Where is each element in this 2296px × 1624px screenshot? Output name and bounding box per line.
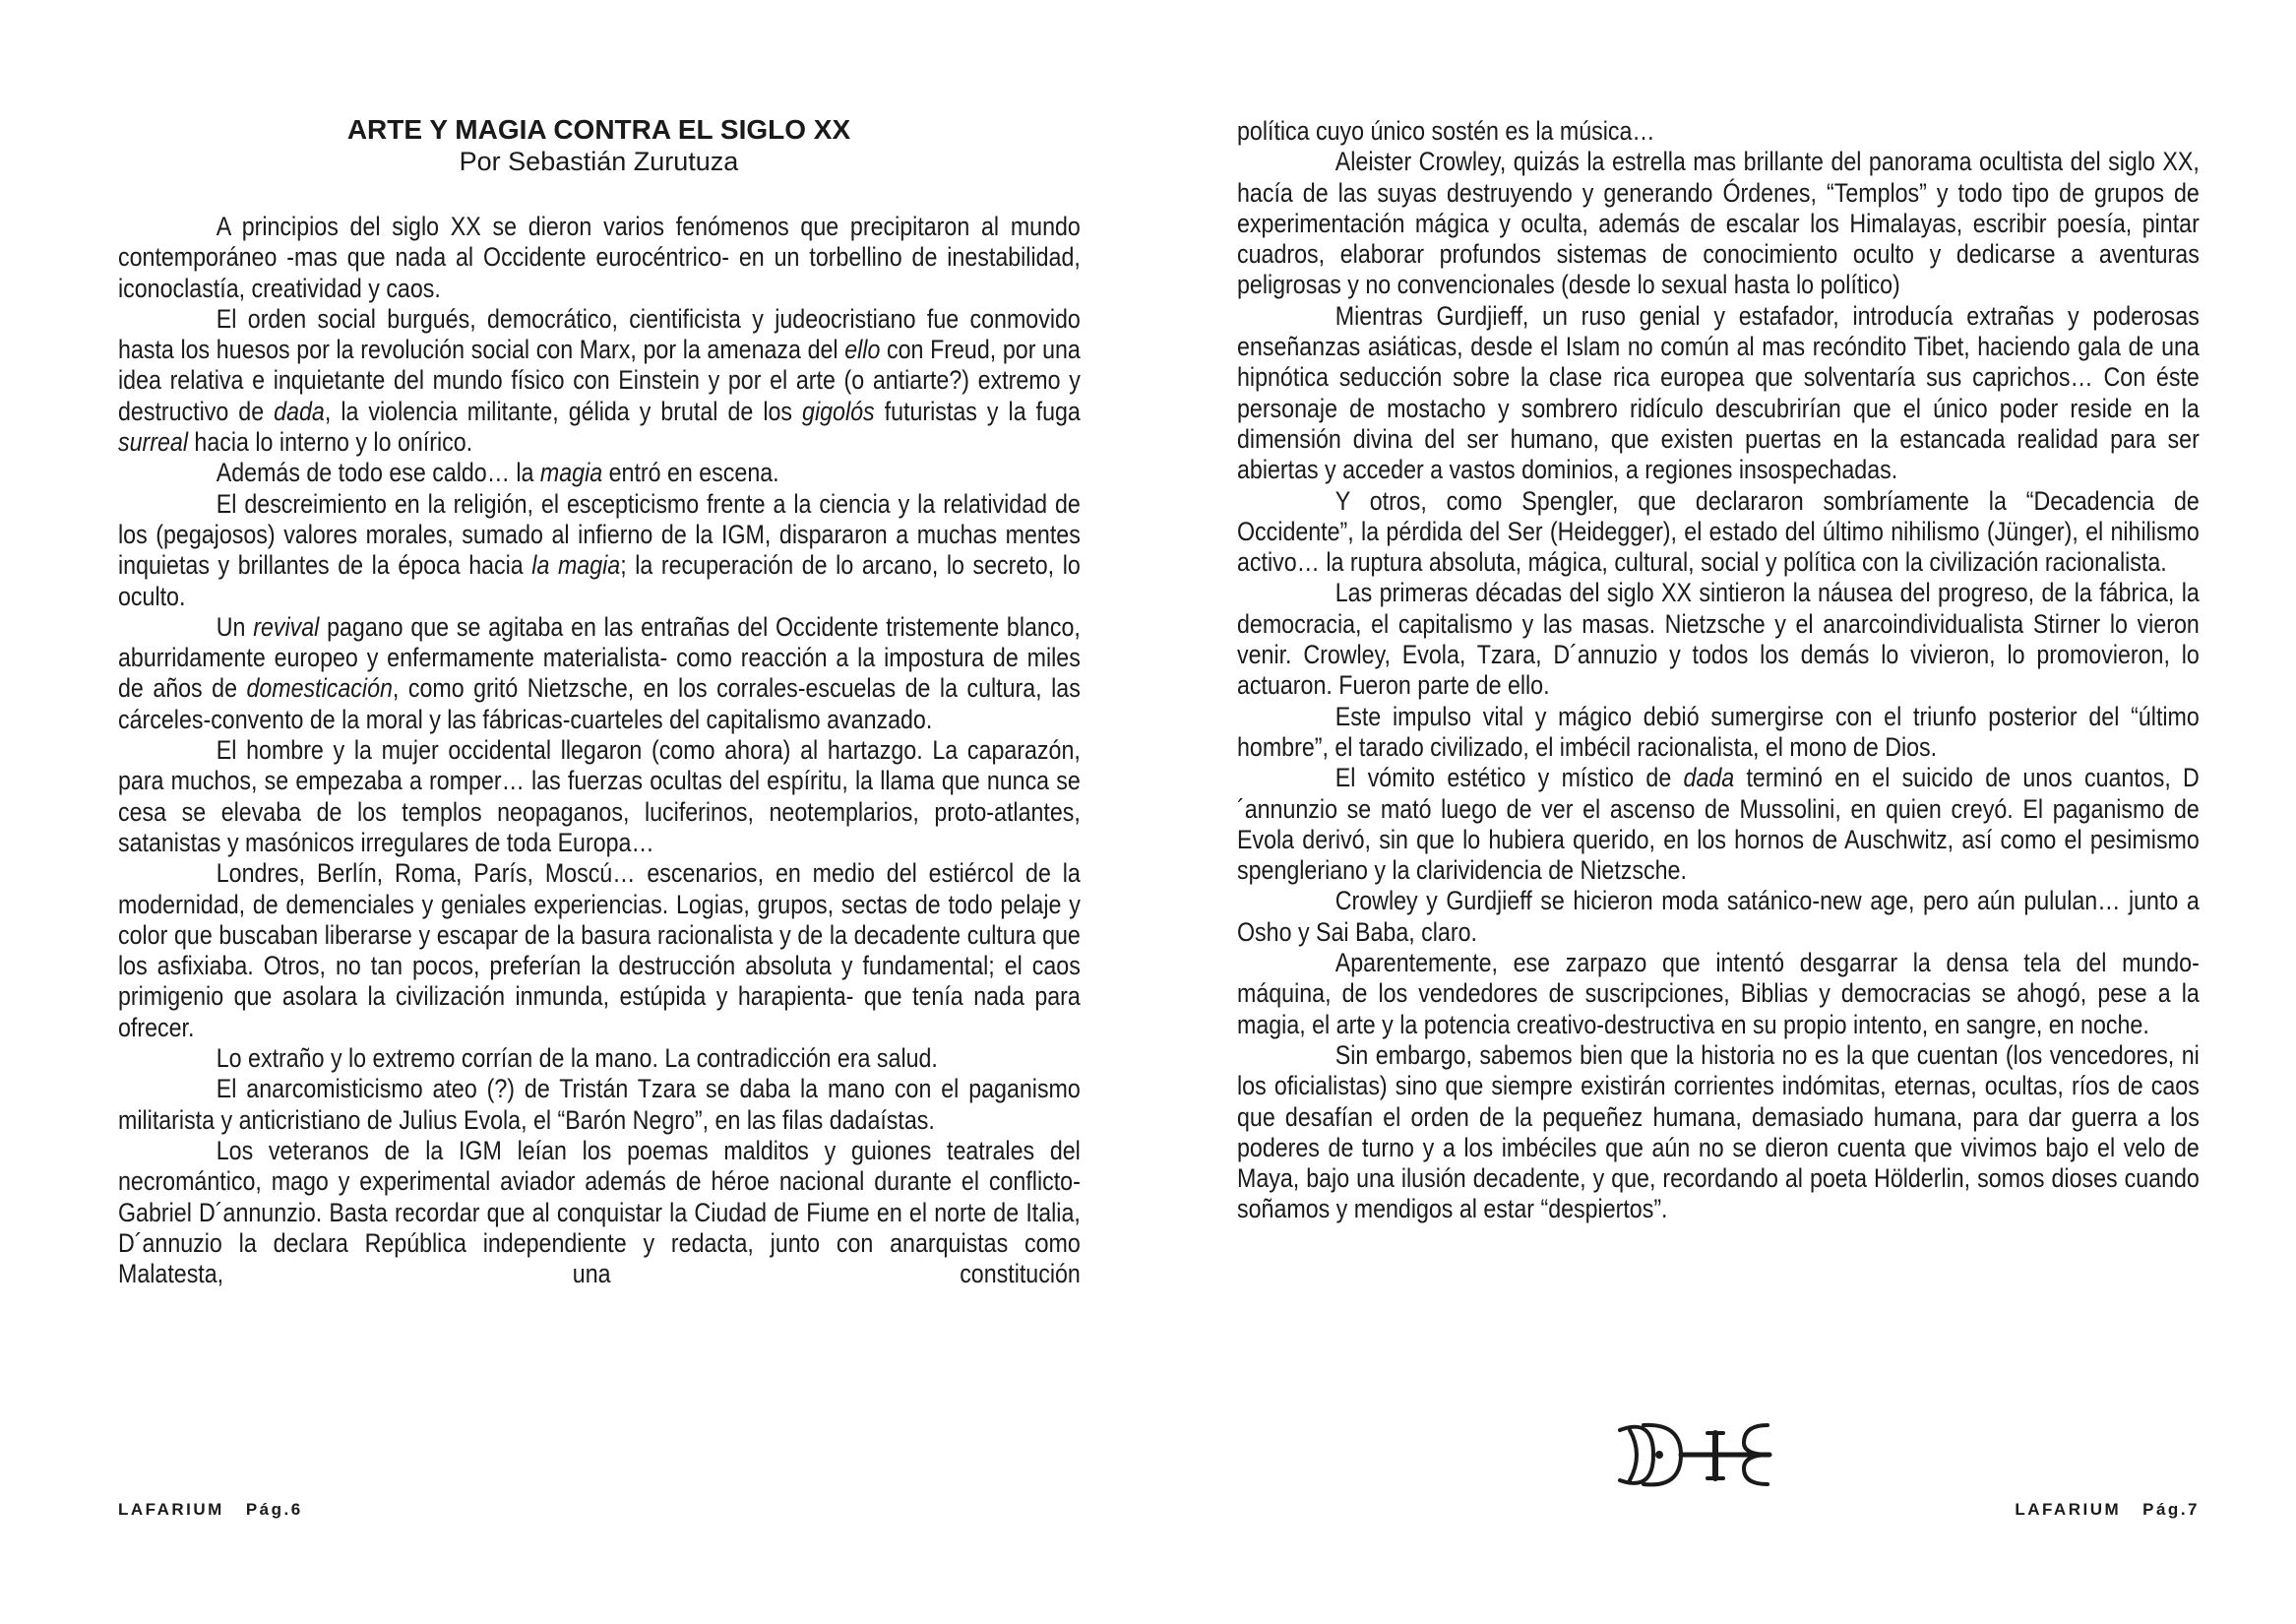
- text-run: política cuyo único sostén es la música…: [1237, 116, 1655, 146]
- text-run: futuristas y la fuga: [874, 396, 1081, 426]
- paragraph: [118, 1074, 1081, 1136]
- footer-right: [2015, 1500, 2200, 1520]
- text-run: Crowley y Gurdjieff se hicieron moda satánico-new age, pero aún pululan… junto a Osho y Sai Baba, claro.: [1237, 886, 2200, 947]
- text-run: El orden social burgués, democrático, cientificista y judeocristiano fue conmovido hasta los huesos por la revolución social con Marx, por la amenaza del: [118, 303, 1081, 365]
- paragraph: [1237, 886, 2200, 948]
- text-run: entró en escena.: [602, 458, 779, 488]
- text-run: Mientras Gurdjieff, un ruso genial y estafador, introducía extrañas y poderosas enseñanzas asiáticas, desde el Islam no común al mas recóndito Tibet, haciendo gala de una hipnótica seducción sobre la clase rica europea que solventaría sus caprichos… Con éste personaje de mostacho y sombrero ridículo descubrirían que el único poder reside en la dimensión divina del ser humano, que existen puertas en la estancada realidad para ser abiertas y acceder a vastos dominios, a regiones insospechadas.: [1237, 300, 2200, 485]
- footer-left: [118, 1500, 303, 1520]
- paragraph: [1237, 948, 2200, 1040]
- paragraph: [1237, 116, 2200, 147]
- text-run: Un: [216, 611, 254, 642]
- text-run: pagano que se agitaba en las entrañas del Occidente tristemente blanco, aburridamente europeo y enfermamente materialista- como reacción a la impostura de miles de años de: [118, 611, 1081, 704]
- paragraph: [1237, 147, 2200, 300]
- text-run: Aparentemente, ese zarpazo que intentó desgarrar la densa tela del mundo-máquina, de los vendedores de suscripciones, Biblias y democracias se ahogó, pese a la magia, el arte y la potencia creativo-destructiva en su propio intento, en sangre, en noche.: [1237, 948, 2200, 1039]
- text-run: Sin embargo, sabemos bien que la historia no es la que cuentan (los vencedores, ni los oficialistas) sino que siempre existirán corrientes indómitas, eternas, ocultas, ríos de caos que desafían el orden de la pequeñez humana, demasiado humana, para dar guerra a los poderes de turno y a los imbéciles que aún no se dieron cuenta que vivimos bajo el velo de Maya, bajo una ilusión decadente, y que, recordando al poeta Hölderlin, somos dioses cuando soñamos y mendigos al estar “despiertos”.: [1237, 1039, 2200, 1224]
- left-page-column: [118, 212, 1081, 1289]
- paragraph: [118, 489, 1081, 612]
- paragraph: [118, 1043, 1081, 1074]
- text-run: El hombre y la mujer occidental llegaron (como ahora) al hartazgo. La caparazón, para muchos, se empezaba a romper… las fuerzas ocultas del espíritu, la llama que nunca se cesa se elevaba de los templos neopaganos, luciferinos, neotemplarios, proto-atlantes, satanistas y masónicos irregulares de toda Europa…: [118, 735, 1081, 857]
- text-run: Este impulso vital y mágico debió sumergirse con el triunfo posterior del “último hombre”, el tarado civilizado, el imbécil racionalista, el mono de Dios.: [1237, 701, 2200, 762]
- paragraph: [1237, 486, 2200, 579]
- magazine-name: LAFARIUM: [2015, 1500, 2122, 1519]
- paragraph: [118, 612, 1081, 735]
- italic-text: la magia: [531, 550, 621, 581]
- paragraph: [118, 212, 1081, 304]
- magazine-name: LAFARIUM: [118, 1500, 224, 1519]
- paragraph: [118, 858, 1081, 1043]
- paragraph: [1237, 578, 2200, 701]
- text-run: terminó en el suicido de unos cuantos, D´annunzio se mató luego de ver el ascenso de Mussolini, en quien creyó. El paganismo de Evola derivó, sin que lo hubiera querido, en los hornos de Auschwitz, así como el pesimismo spengleriano y la clarividencia de Nietzsche.: [1237, 763, 2200, 886]
- article-title: ARTE Y MAGIA CONTRA EL SIGLO XX: [346, 114, 851, 145]
- italic-text: domesticación: [246, 673, 393, 704]
- text-run: Y otros, como Spengler, que declararon sombríamente la “Decadencia de Occidente”, la pérdida del Ser (Heidegger), el estado del último nihilismo (Jünger), el nihilismo activo… la ruptura absoluta, mágica, cultural, social y política con la civilización racionalista.: [1237, 485, 2200, 578]
- text-run: Además de todo ese caldo… la: [216, 458, 540, 488]
- text-run: , como gritó Nietzsche, en los corrales-escuelas de la cultura, las cárceles-convento de la moral y las fábricas-cuarteles del capitalismo avanzado.: [118, 673, 1081, 734]
- italic-text: gigolós: [802, 396, 875, 426]
- text-run: A principios del siglo XX se dieron varios fenómenos que precipitaron al mundo contemporáneo -mas que nada al Occidente eurocéntrico- en un torbellino de inestabilidad, iconoclastía, creatividad y caos.: [118, 212, 1081, 303]
- text-run: El anarcomisticismo ateo (?) de Tristán Tzara se daba la mano con el paganismo militarista y anticristiano de Julius Evola, el “Barón Negro”, en las filas dadaístas.: [118, 1074, 1081, 1135]
- text-run: Londres, Berlín, Roma, París, Moscú… escenarios, en medio del estiércol de la modernidad, de demenciales y geniales experiencias. Logias, grupos, sectas de todo pelaje y color que buscaban liberarse y escapar de la basura racionalista y de la decadente cultura que los asfixiaba. Otros, no tan pocos, preferían la destrucción absoluta y fundamental; el caos primigenio que asolara la civilización inmunda, estúpida y harapienta- que tenía nada para ofrecer.: [118, 858, 1081, 1042]
- text-run: Lo extraño y lo extremo corrían de la mano. La contradicción era salud.: [216, 1043, 938, 1074]
- italic-text: magia: [539, 458, 603, 488]
- italic-text: dada: [1683, 763, 1735, 793]
- page-number: Pág.7: [2142, 1500, 2200, 1519]
- italic-text: dada: [274, 396, 325, 426]
- paragraph: [1237, 1040, 2200, 1225]
- text-run: , la violencia militante, gélida y brutal de los: [324, 396, 803, 426]
- paragraph: [1237, 763, 2200, 886]
- moon-cross-sigil-icon: [1614, 1415, 1781, 1494]
- text-run: Los veteranos de la IGM leían los poemas malditos y guiones teatrales del necromántico, mago y experimental aviador además de héroe nacional durante el conflicto- Gabriel D´annunzio. Basta recordar que al conquistar la Ciudad de Fiume en el norte de Italia, D´annuzio la declara República independiente y redacta, junto con anarquistas como Malatesta, una constitución: [118, 1135, 1081, 1289]
- paragraph: [1237, 702, 2200, 764]
- text-run: hacia lo interno y lo onírico.: [187, 427, 473, 458]
- text-run: ; la recuperación de lo arcano, lo secreto, lo oculto.: [118, 550, 1081, 611]
- page-number: Pág.6: [245, 1500, 303, 1519]
- right-page-column: [1237, 116, 2200, 1225]
- italic-text: revival: [253, 611, 320, 642]
- paragraph: [118, 304, 1081, 458]
- italic-text: ello: [844, 335, 881, 365]
- text-run: El vómito estético y místico de: [1334, 763, 1684, 793]
- paragraph: [1237, 301, 2200, 486]
- article-byline: Por Sebastián Zurutuza: [459, 147, 739, 176]
- text-run: El descreimiento en la religión, el escepticismo frente a la ciencia y la relatividad de los (pegajosos) valores morales, sumado al infierno de la IGM, dispararon a muchas mentes inquietas y brillantes de la época hacia: [118, 488, 1081, 581]
- text-run: con Freud, por una idea relativa e inquietante del mundo físico con Einstein y por el arte (o antiarte?) extremo y destructivo de: [118, 335, 1081, 426]
- text-run: Las primeras décadas del siglo XX sintieron la náusea del progreso, de la fábrica, la democracia, el capitalismo y las masas. Nietzsche y el anarcoindividualista Stirner lo vieron venir. Crowley, Evola, Tzara, D´annuzio y todos los demás lo vivieron, lo promovieron, lo actuaron. Fueron parte de ello.: [1237, 578, 2200, 701]
- paragraph: [118, 458, 1081, 488]
- paragraph: [118, 735, 1081, 858]
- italic-text: surreal: [118, 427, 188, 458]
- paragraph: [118, 1136, 1081, 1289]
- text-run: Aleister Crowley, quizás la estrella mas brillante del panorama ocultista del siglo XX, hacía de las suyas destruyendo y generando Órdenes, “Templos” y todo tipo de grupos de experimentación mágica y oculta, además de escalar los Himalayas, escribir poesía, pintar cuadros, elaborar profundos sistemas de conocimiento oculto y dedicarse a aventuras peligrosas y no convencionales (desde lo sexual hasta lo político): [1237, 147, 2200, 300]
